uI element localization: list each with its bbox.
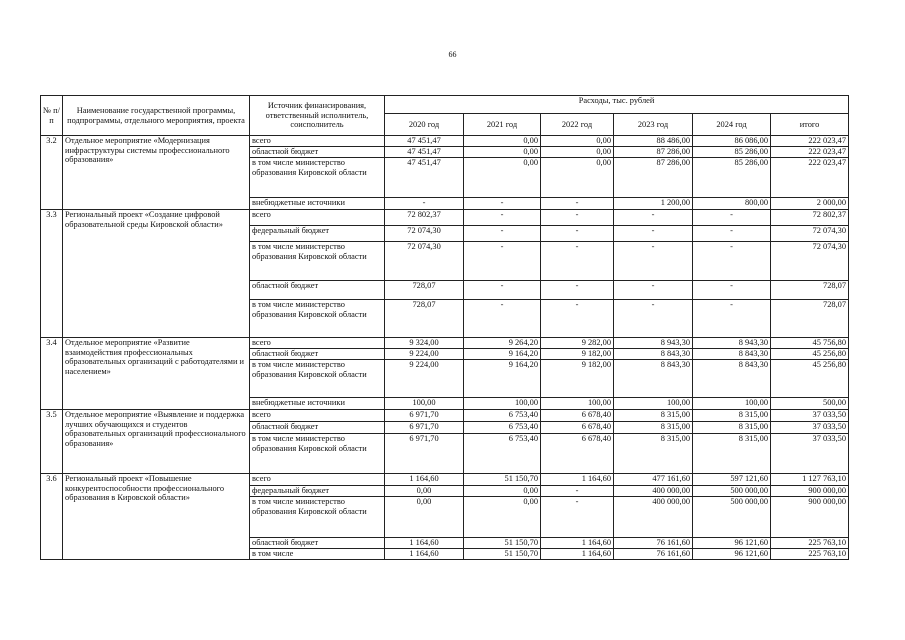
funding-source: в том числе министерство образования Кировской области	[250, 434, 385, 474]
amount-year: 100,00	[464, 398, 541, 410]
table-body	[41, 136, 849, 560]
funding-source: в том числе	[250, 549, 385, 560]
header-name: Наименование государственной программы, подпрограммы, отдельного мероприятия, проекта	[63, 96, 250, 136]
amount-year: 500 000,00	[693, 486, 771, 497]
amount-year: 72 074,30	[385, 242, 464, 281]
amount-year: -	[541, 242, 614, 281]
amount-year: 87 286,00	[614, 158, 693, 198]
amount-year: 477 161,60	[614, 474, 693, 486]
amount-year: -	[541, 497, 614, 538]
amount-year: 8 843,30	[693, 360, 771, 398]
amount-total: 900 000,00	[771, 486, 849, 497]
table-row	[41, 210, 849, 226]
amount-year: 400 000,00	[614, 497, 693, 538]
amount-year: 51 150,70	[464, 549, 541, 560]
amount-year: -	[693, 210, 771, 226]
amount-year: 9 224,00	[385, 349, 464, 360]
amount-year: -	[541, 281, 614, 300]
amount-year: -	[464, 300, 541, 338]
amount-year: 72 802,37	[385, 210, 464, 226]
amount-total: 72 074,30	[771, 242, 849, 281]
amount-total: 222 023,47	[771, 147, 849, 158]
funding-source: в том числе министерство образования Кировской области	[250, 300, 385, 338]
table-row	[41, 474, 849, 486]
amount-year: -	[693, 300, 771, 338]
amount-year: 728,07	[385, 281, 464, 300]
amount-year: 47 451,47	[385, 147, 464, 158]
amount-year: 9 182,00	[541, 349, 614, 360]
amount-year: 9 224,00	[385, 360, 464, 398]
amount-year: 47 451,47	[385, 136, 464, 147]
header-total: итого	[771, 114, 849, 136]
budget-table	[40, 95, 849, 560]
amount-year: 597 121,60	[693, 474, 771, 486]
header-year: 2024 год	[693, 114, 771, 136]
amount-year: 8 843,30	[614, 349, 693, 360]
section-name: Отдельное мероприятие «Модернизация инфраструктуры системы профессионального образования»	[63, 136, 250, 210]
amount-total: 45 256,80	[771, 360, 849, 398]
amount-year: 0,00	[464, 147, 541, 158]
amount-year: 8 943,30	[614, 338, 693, 349]
amount-total: 1 127 763,10	[771, 474, 849, 486]
amount-year: 1 164,60	[385, 538, 464, 549]
amount-year: -	[464, 242, 541, 281]
funding-source: областной бюджет	[250, 349, 385, 360]
amount-year: -	[464, 281, 541, 300]
amount-year: 0,00	[464, 136, 541, 147]
header-num: № п/п	[41, 96, 63, 136]
amount-year: 9 164,20	[464, 360, 541, 398]
amount-year: 0,00	[385, 486, 464, 497]
table-row	[41, 136, 849, 147]
amount-year: 0,00	[541, 136, 614, 147]
header-year: 2020 год	[385, 114, 464, 136]
amount-year: -	[693, 281, 771, 300]
amount-year: -	[614, 210, 693, 226]
amount-year: 86 086,00	[693, 136, 771, 147]
amount-year: 9 182,00	[541, 360, 614, 398]
amount-year: 0,00	[464, 158, 541, 198]
amount-year: 87 286,00	[614, 147, 693, 158]
funding-source: областной бюджет	[250, 281, 385, 300]
amount-year: 8 315,00	[614, 422, 693, 434]
funding-source: федеральный бюджет	[250, 226, 385, 242]
amount-total: 45 256,80	[771, 349, 849, 360]
funding-source: федеральный бюджет	[250, 486, 385, 497]
table-header	[41, 96, 849, 136]
funding-source: всего	[250, 474, 385, 486]
amount-year: -	[385, 198, 464, 210]
section-number: 3.2	[41, 136, 63, 210]
header-year: 2022 год	[541, 114, 614, 136]
header-expenses: Расходы, тыс. рублей	[385, 96, 849, 114]
funding-source: всего	[250, 338, 385, 349]
amount-total: 72 802,37	[771, 210, 849, 226]
amount-year: 8 315,00	[693, 410, 771, 422]
amount-year: -	[614, 226, 693, 242]
amount-year: 9 282,00	[541, 338, 614, 349]
amount-year: 6 678,40	[541, 410, 614, 422]
amount-year: -	[614, 300, 693, 338]
amount-year: 0,00	[541, 158, 614, 198]
amount-year: 8 315,00	[693, 434, 771, 474]
funding-source: внебюджетные источники	[250, 398, 385, 410]
section-number: 3.5	[41, 410, 63, 474]
amount-total: 500,00	[771, 398, 849, 410]
amount-year: 76 161,60	[614, 538, 693, 549]
funding-source: в том числе министерство образования Кировской области	[250, 360, 385, 398]
amount-year: 100,00	[693, 398, 771, 410]
amount-total: 37 033,50	[771, 410, 849, 422]
section-name: Региональный проект «Создание цифровой образовательной среды Кировской области»	[63, 210, 250, 338]
amount-year: -	[464, 226, 541, 242]
amount-year: 9 264,20	[464, 338, 541, 349]
amount-year: 100,00	[614, 398, 693, 410]
amount-total: 37 033,50	[771, 434, 849, 474]
amount-year: -	[464, 210, 541, 226]
amount-year: 96 121,60	[693, 549, 771, 560]
header-year: 2023 год	[614, 114, 693, 136]
amount-year: 9 324,00	[385, 338, 464, 349]
amount-year: 0,00	[464, 497, 541, 538]
page-number: 66	[448, 50, 457, 59]
table-row	[41, 410, 849, 422]
amount-year: -	[541, 210, 614, 226]
section-number: 3.6	[41, 474, 63, 560]
amount-year: 51 150,70	[464, 474, 541, 486]
header-source: Источник финансирования, ответственный исполнитель, соисполнитель	[250, 96, 385, 136]
amount-year: 6 753,40	[464, 434, 541, 474]
amount-total: 2 000,00	[771, 198, 849, 210]
funding-source: всего	[250, 410, 385, 422]
amount-total: 728,07	[771, 300, 849, 338]
amount-total: 222 023,47	[771, 136, 849, 147]
amount-year: -	[541, 300, 614, 338]
amount-year: -	[614, 242, 693, 281]
amount-year: 800,00	[693, 198, 771, 210]
amount-year: 72 074,30	[385, 226, 464, 242]
section-number: 3.3	[41, 210, 63, 338]
amount-year: 1 164,60	[385, 549, 464, 560]
amount-year: 1 164,60	[541, 538, 614, 549]
amount-year: -	[541, 198, 614, 210]
amount-year: -	[614, 281, 693, 300]
funding-source: в том числе министерство образования Кировской области	[250, 158, 385, 198]
amount-total: 72 074,30	[771, 226, 849, 242]
funding-source: областной бюджет	[250, 147, 385, 158]
amount-total: 728,07	[771, 281, 849, 300]
table-row	[41, 338, 849, 349]
amount-year: 1 164,60	[385, 474, 464, 486]
amount-year: 8 843,30	[693, 349, 771, 360]
amount-year: 728,07	[385, 300, 464, 338]
amount-year: 1 200,00	[614, 198, 693, 210]
section-name: Отдельное мероприятие «Развитие взаимодействия профессиональных образовательных организаций с работодателями и населением»	[63, 338, 250, 410]
section-name: Отдельное мероприятие «Выявление и поддержка лучших обучающихся и студентов образовательных организаций профессионального образования»	[63, 410, 250, 474]
amount-year: 47 451,47	[385, 158, 464, 198]
amount-year: 6 753,40	[464, 422, 541, 434]
amount-total: 45 756,80	[771, 338, 849, 349]
amount-year: -	[541, 226, 614, 242]
amount-year: -	[464, 198, 541, 210]
funding-source: внебюджетные источники	[250, 198, 385, 210]
amount-year: 6 678,40	[541, 422, 614, 434]
amount-year: 1 164,60	[541, 474, 614, 486]
funding-source: в том числе министерство образования Кировской области	[250, 242, 385, 281]
amount-year: 100,00	[385, 398, 464, 410]
funding-source: областной бюджет	[250, 422, 385, 434]
amount-year: -	[693, 226, 771, 242]
amount-year: 88 486,00	[614, 136, 693, 147]
amount-total: 900 000,00	[771, 497, 849, 538]
amount-year: 8 843,30	[614, 360, 693, 398]
header-year: 2021 год	[464, 114, 541, 136]
amount-year: 0,00	[541, 147, 614, 158]
amount-year: 8 315,00	[614, 434, 693, 474]
amount-total: 225 763,10	[771, 538, 849, 549]
amount-year: 6 753,40	[464, 410, 541, 422]
amount-year: 6 678,40	[541, 434, 614, 474]
amount-year: 100,00	[541, 398, 614, 410]
amount-total: 222 023,47	[771, 158, 849, 198]
amount-year: -	[541, 486, 614, 497]
amount-year: -	[693, 242, 771, 281]
amount-year: 400 000,00	[614, 486, 693, 497]
amount-year: 6 971,70	[385, 434, 464, 474]
amount-year: 6 971,70	[385, 422, 464, 434]
amount-year: 0,00	[385, 497, 464, 538]
amount-year: 96 121,60	[693, 538, 771, 549]
amount-year: 500 000,00	[693, 497, 771, 538]
amount-total: 225 763,10	[771, 549, 849, 560]
funding-source: в том числе министерство образования Кировской области	[250, 497, 385, 538]
amount-year: 76 161,60	[614, 549, 693, 560]
amount-year: 9 164,20	[464, 349, 541, 360]
funding-source: всего	[250, 136, 385, 147]
funding-source: всего	[250, 210, 385, 226]
amount-year: 51 150,70	[464, 538, 541, 549]
amount-year: 1 164,60	[541, 549, 614, 560]
funding-source: областной бюджет	[250, 538, 385, 549]
amount-year: 8 315,00	[693, 422, 771, 434]
amount-total: 37 033,50	[771, 422, 849, 434]
amount-year: 0,00	[464, 486, 541, 497]
section-name: Региональный проект «Повышение конкурентоспособности профессионального образования в Кировской области»	[63, 474, 250, 560]
amount-year: 85 286,00	[693, 147, 771, 158]
section-number: 3.4	[41, 338, 63, 410]
amount-year: 8 315,00	[614, 410, 693, 422]
amount-year: 85 286,00	[693, 158, 771, 198]
amount-year: 8 943,30	[693, 338, 771, 349]
amount-year: 6 971,70	[385, 410, 464, 422]
